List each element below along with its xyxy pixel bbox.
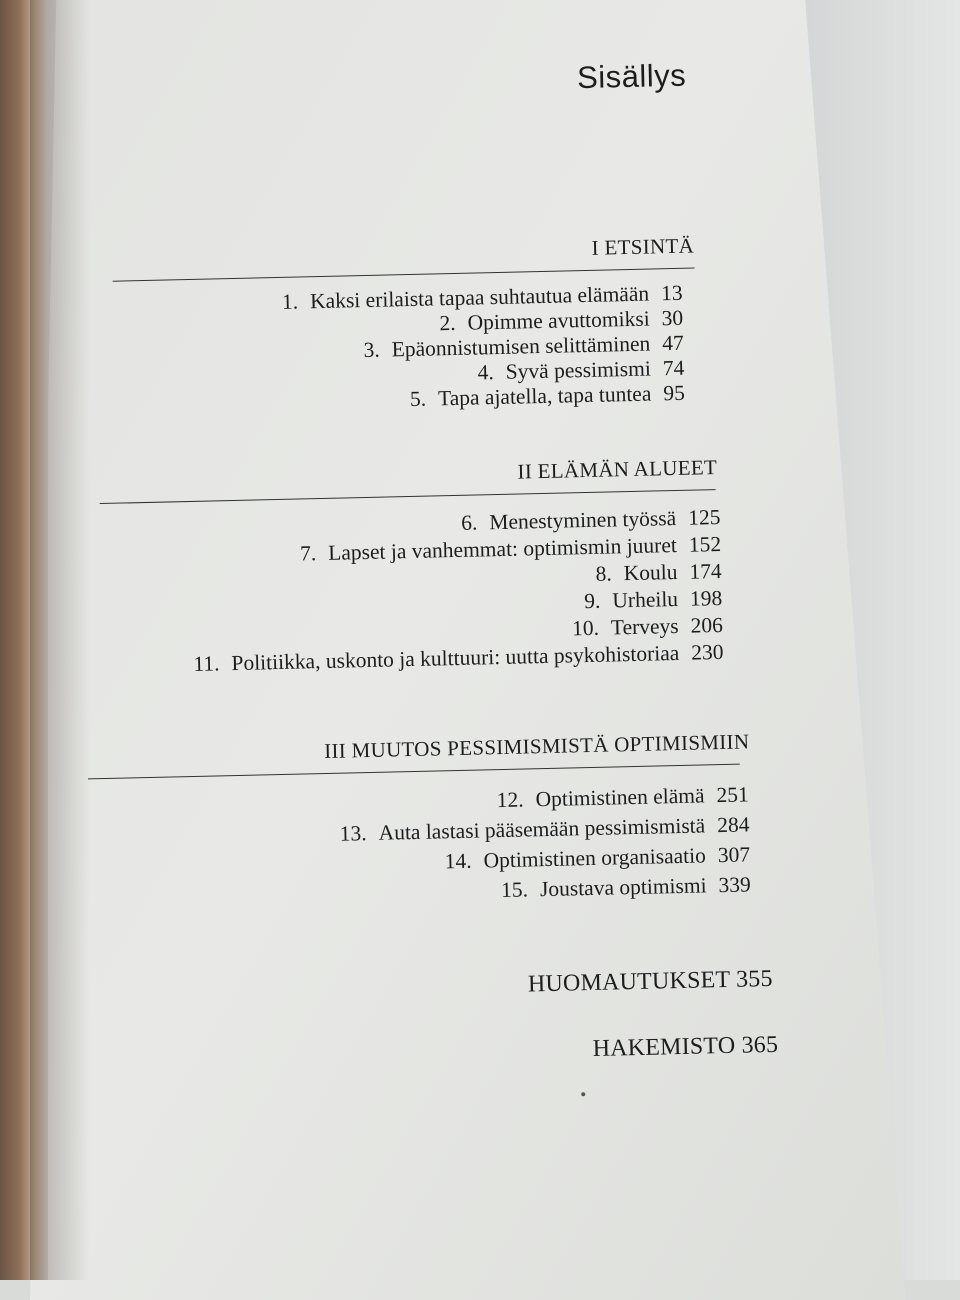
chapter-page: 47 xyxy=(661,330,684,356)
chapter-title: Menestyminen työssä xyxy=(489,505,677,535)
chapter-title: Optimistinen organisaatio xyxy=(483,843,707,873)
part-divider xyxy=(100,489,716,504)
toc-entry xyxy=(496,782,758,813)
chapter-number: 9. xyxy=(583,588,601,614)
chapter-number: 12. xyxy=(496,787,524,813)
chapter-title: Joustava optimismi xyxy=(539,873,707,902)
toc-entry xyxy=(340,812,760,847)
part-heading: I ETSINTÄ xyxy=(591,233,695,260)
back-matter-label: HUOMAUTUKSET xyxy=(527,966,731,998)
chapter-page: 230 xyxy=(690,639,724,665)
chapter-number: 7. xyxy=(299,541,317,566)
toc-entry xyxy=(410,380,706,412)
chapter-number: 10. xyxy=(571,615,600,641)
chapter-page: 251 xyxy=(716,782,749,808)
chapter-page: 206 xyxy=(690,612,724,638)
back-matter-entry xyxy=(592,1032,778,1063)
toc-entry xyxy=(595,559,731,587)
chapter-title: Lapset ja vanhemmat: optimismin juuret xyxy=(327,532,678,565)
chapter-page: 95 xyxy=(663,380,686,406)
part-heading: III MUUTOS PESSIMISMISTÄ OPTIMISMIIN xyxy=(323,729,750,764)
toc-entry xyxy=(444,842,760,874)
chapter-title: Koulu xyxy=(623,559,678,586)
chapter-title: Opimme avuttomiksi xyxy=(467,306,650,335)
chapter-number: 1. xyxy=(281,289,299,314)
part-heading: II ELÄMÄN ALUEET xyxy=(517,455,718,484)
ink-speck xyxy=(581,1092,585,1096)
chapter-page: 174 xyxy=(689,558,722,584)
chapter-number: 8. xyxy=(595,561,612,586)
chapter-title: Optimistinen elämä xyxy=(535,783,705,812)
back-matter-page: 355 xyxy=(735,965,773,993)
chapter-page: 284 xyxy=(716,812,750,838)
part-divider xyxy=(88,764,740,780)
chapter-page: 339 xyxy=(718,872,752,898)
page-title: Sisällys xyxy=(576,57,687,96)
chapter-number: 5. xyxy=(409,386,427,411)
chapter-title: Syvä pessimismi xyxy=(505,356,652,384)
chapter-title: Auta lastasi pääsemään pessimismistä xyxy=(378,813,706,845)
chapter-number: 4. xyxy=(477,360,494,385)
chapter-page: 74 xyxy=(662,355,685,381)
chapter-number: 15. xyxy=(500,877,529,903)
chapter-title: Tapa ajatella, tapa tuntea xyxy=(437,381,652,411)
chapter-title: Epäonnistumisen selittäminen xyxy=(391,331,651,362)
toc-entry xyxy=(584,586,732,614)
back-matter-page: 365 xyxy=(741,1031,779,1059)
chapter-number: 3. xyxy=(363,337,380,363)
chapter-number: 2. xyxy=(439,310,456,336)
chapter-page: 13 xyxy=(660,280,683,306)
chapter-page: 198 xyxy=(689,585,723,611)
toc-entry xyxy=(461,505,731,536)
chapter-page: 307 xyxy=(717,842,751,868)
chapter-page: 152 xyxy=(688,531,722,557)
chapter-title: Terveys xyxy=(610,613,679,640)
chapter-number: 6. xyxy=(460,510,478,535)
chapter-title: Urheilu xyxy=(612,586,679,613)
chapter-number: 14. xyxy=(444,848,472,874)
chapter-list xyxy=(110,505,734,689)
toc-entry xyxy=(193,640,733,677)
chapter-title: Politiikka, uskonto ja kulttuuri: uutta psykohistoriaa xyxy=(231,640,680,676)
chapter-list xyxy=(238,782,761,924)
back-matter-entry xyxy=(528,966,773,999)
chapter-list xyxy=(143,280,706,423)
part-divider xyxy=(113,268,695,282)
toc-entry xyxy=(501,872,761,903)
chapter-page: 30 xyxy=(661,305,684,331)
chapter-page: 125 xyxy=(687,504,721,530)
chapter-number: 13. xyxy=(339,821,367,846)
toc-entry xyxy=(572,613,733,642)
chapter-number: 11. xyxy=(193,651,220,676)
chapter-title: Kaksi erilaista tapaa suhtautua elämään xyxy=(309,281,650,314)
back-matter-label: HAKEMISTO xyxy=(592,1032,736,1063)
